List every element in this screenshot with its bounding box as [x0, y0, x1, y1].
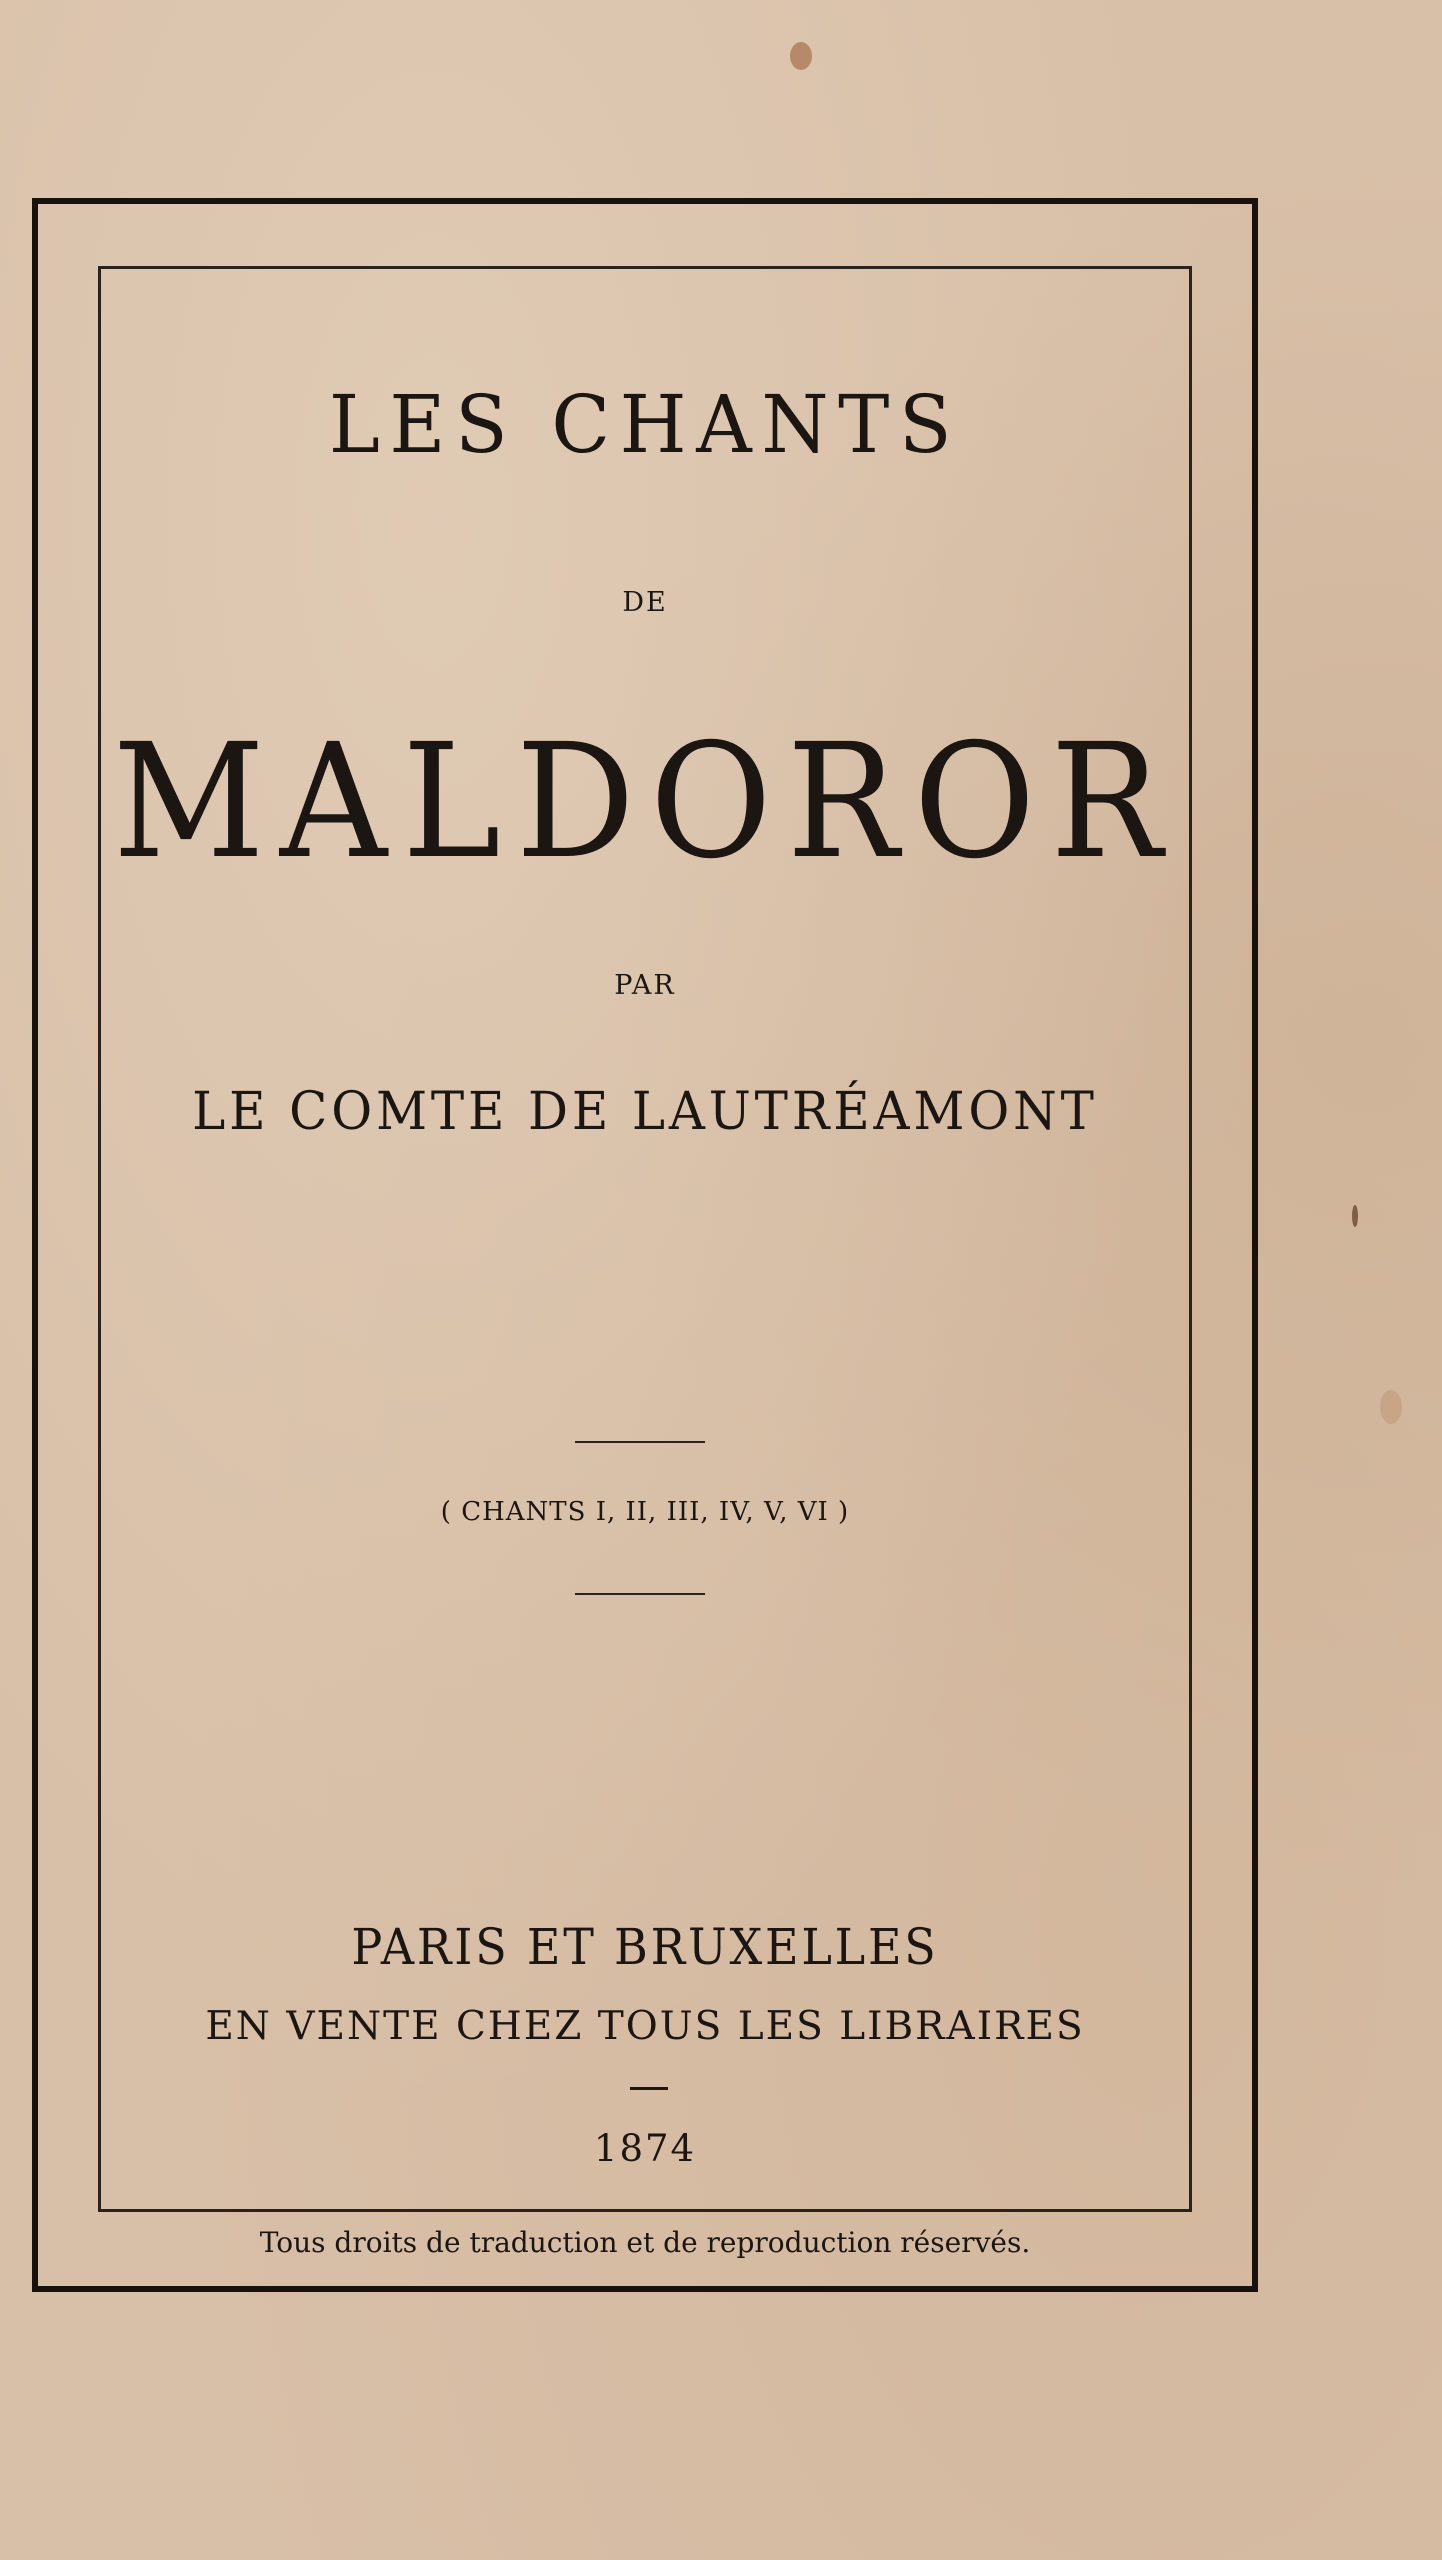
- divider-rule-bottom: [575, 1593, 705, 1595]
- footer-rule: [98, 2209, 1192, 2211]
- title-line-1: LES CHANTS: [328, 378, 962, 471]
- main-title: MALDOROR: [112, 710, 1178, 894]
- paper-blemish: [1352, 1205, 1358, 1227]
- title-connector: DE: [622, 587, 668, 618]
- author-name: LE COMTE DE LAUTRÉAMONT: [192, 1082, 1098, 1142]
- divider-rule-top: [575, 1441, 705, 1443]
- contents-note: ( CHANTS I, II, III, IV, V, VI ): [440, 1497, 850, 1527]
- paper-stain: [1380, 1390, 1402, 1424]
- ink-spot: [790, 42, 812, 70]
- rights-notice: Tous droits de traduction et de reproduction réservés.: [259, 2226, 1031, 2259]
- imprint-sale: EN VENTE CHEZ TOUS LES LIBRAIRES: [205, 2004, 1085, 2049]
- author-prefix: PAR: [614, 970, 676, 1001]
- imprint-dash: [630, 2087, 668, 2090]
- imprint-city: PARIS ET BRUXELLES: [351, 1918, 939, 1976]
- imprint-year: 1874: [593, 2127, 697, 2170]
